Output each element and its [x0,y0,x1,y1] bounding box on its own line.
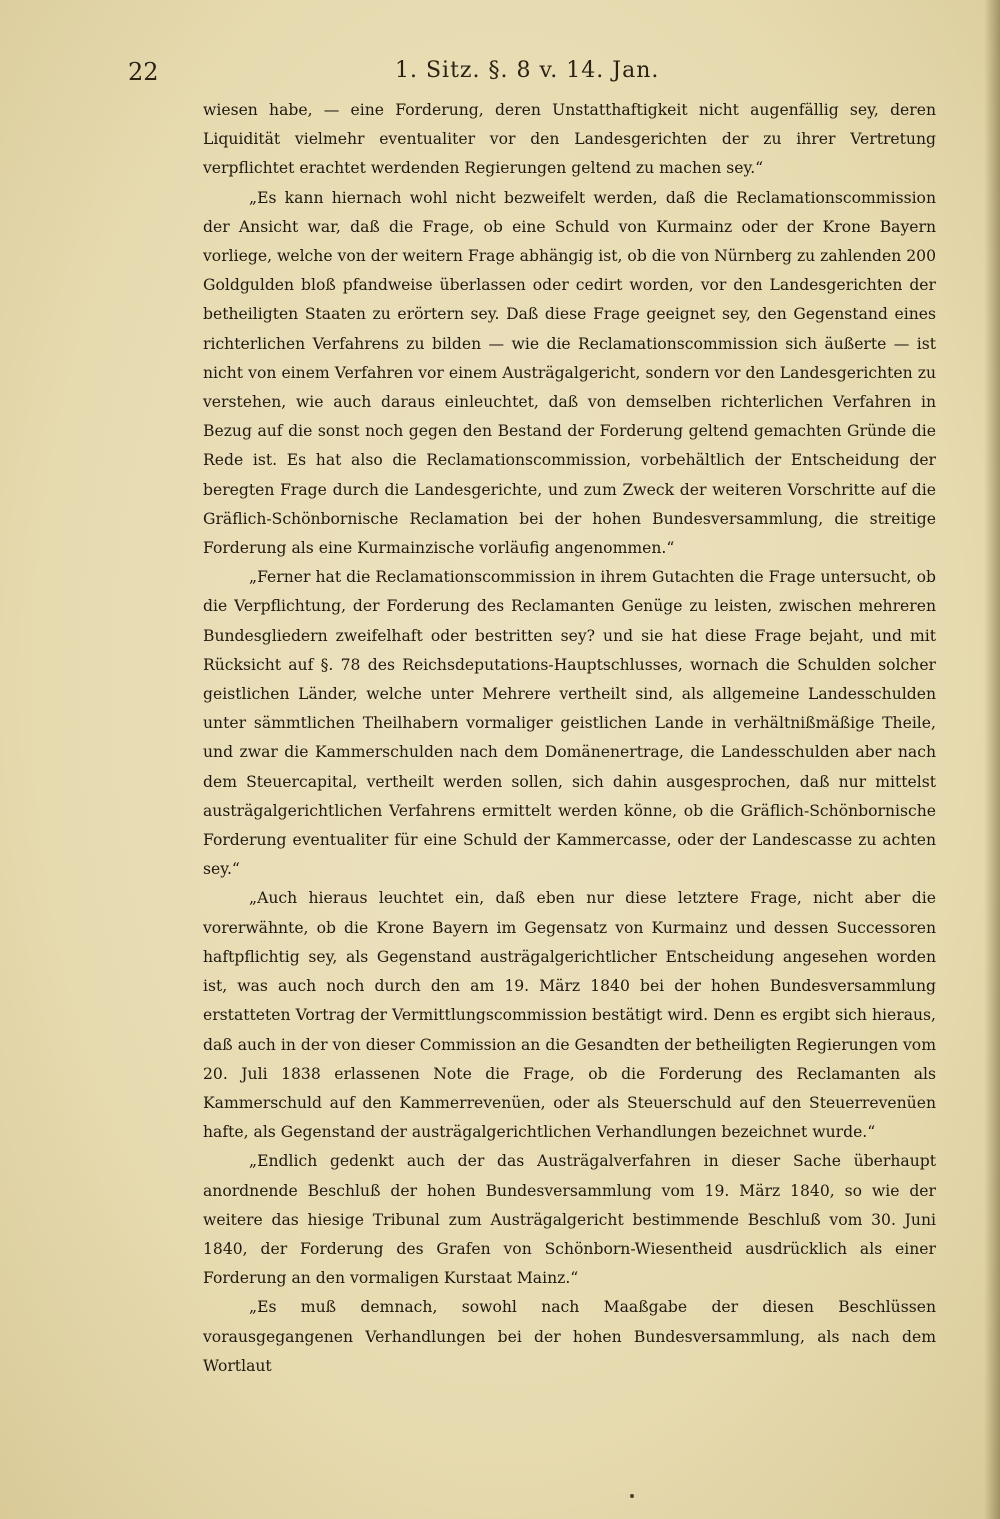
page-edge-shadow [984,0,1000,1519]
paragraph-6: „Es muß demnach, sowohl nach Maaßgabe der diesen Beschlüssen vorausgegangenen Verhandlungen bei der hohen Bundesversammlung, als nach dem Wortlaut [203,1298,936,1375]
page-number: 22 [128,58,159,86]
paragraph-2: „Es kann hiernach wohl nicht bezweifelt werden, daß die Reclamationscommission der Ansicht war, daß die Frage, ob eine Schuld von Kurmainz oder der Krone Bayern vorliege, welche von der weitern Frage abhängig ist, ob die von Nürnberg zu zahlenden 200 Goldgulden bloß pfandweise überlassen oder cedirt worden, vor den Landesgerichten der betheiligten Staaten zu erörtern sey. Daß diese Frage geeignet sey, den Gegenstand eines richterlichen Verfahrens zu bilden — wie die Reclamationscommission sich äußerte — ist nicht von einem Verfahren vor einem Austrägalgericht, sondern vor den Landesgerichten zu verstehen, wie auch daraus einleuchtet, daß von demselben richterlichen Verfahren in Bezug auf die sonst noch gegen den Bestand der Forderung geltend gemachten Gründe die Rede ist. Es hat also die Reclamationscommission, vorbehältlich der Entscheidung der beregten Frage durch die Landesgerichte, und zum Zweck der weiteren Vorschritte auf die Gräflich-Schönbornische Reclamation bei der hohen Bundesversammlung, die streitige Forderung als eine Kurmainzische vorläufig angenommen.“ [203,188,936,558]
body-text [203,96,936,1381]
paragraph-3: „Ferner hat die Reclamationscommission in ihrem Gutachten die Frage untersucht, ob die Verpflichtung, der Forderung des Reclamanten Genüge zu leisten, zwischen mehreren Bundesgliedern zweifelhaft oder bestritten sey? und sie hat diese Frage bejaht, und mit Rücksicht auf §. 78 des Reichsdeputations-Hauptschlusses, wornach die Schulden solcher geistlichen Länder, welche unter Mehrere vertheilt sind, als allgemeine Landesschulden unter sämmtlichen Theilhabern vormaliger geistlichen Lande in verhältnißmäßige Theile, und zwar die Kammerschulden nach dem Domänenertrage, die Landesschulden aber nach dem Steuercapital, vertheilt werden sollen, sich dahin ausgesprochen, daß nur mittelst austrägalgerichtlichen Verfahrens ermittelt werden könne, ob die Gräflich-Schönbornische Forderung eventualiter für eine Schuld der Kammercasse, oder der Landescasse zu achten sey.“ [203,568,936,879]
running-head: 1. Sitz. §. 8 v. 14. Jan. [395,58,660,83]
paragraph-1: wiesen habe, — eine Forderung, deren Unstatthaftigkeit nicht augenfällig sey, deren Liquidität vielmehr eventualiter vor den Landesgerichten der zu ihrer Vertretung verpflichtet erachtet werdenden Regierungen geltend zu machen sey.“ [203,101,936,178]
page-header [0,58,1000,92]
paragraph-5: „Endlich gedenkt auch der das Austrägalverfahren in dieser Sache überhaupt anordnende Beschluß der hohen Bundesversammlung vom 19. März 1840, so wie der weitere das hiesige Tribunal zum Austrägalgericht bestimmende Beschluß vom 30. Juni 1840, der Forderung des Grafen von Schönborn-Wiesentheid ausdrücklich als einer Forderung an den vormaligen Kurstaat Mainz.“ [203,1152,936,1288]
ink-speck [630,1494,634,1498]
paragraph-4: „Auch hieraus leuchtet ein, daß eben nur diese letztere Frage, nicht aber die vorerwähnte, ob die Krone Bayern im Gegensatz von Kurmainz und dessen Successoren haftpflichtig sey, als Gegenstand austrägalgerichtlicher Entscheidung angesehen worden ist, was auch noch durch den am 19. März 1840 bei der hohen Bundesversammlung erstatteten Vortrag der Vermittlungscommission bestätigt wird. Denn es ergibt sich hieraus, daß auch in der von dieser Commission an die Gesandten der betheiligten Regierungen vom 20. Juli 1838 erlassenen Note die Frage, ob die Forderung des Reclamanten als Kammerschuld auf den Kammerrevenüen, oder als Steuerschuld auf den Steuerrevenüen hafte, als Gegenstand der austrägalgerichtlichen Verhandlungen bezeichnet wurde.“ [203,889,936,1142]
